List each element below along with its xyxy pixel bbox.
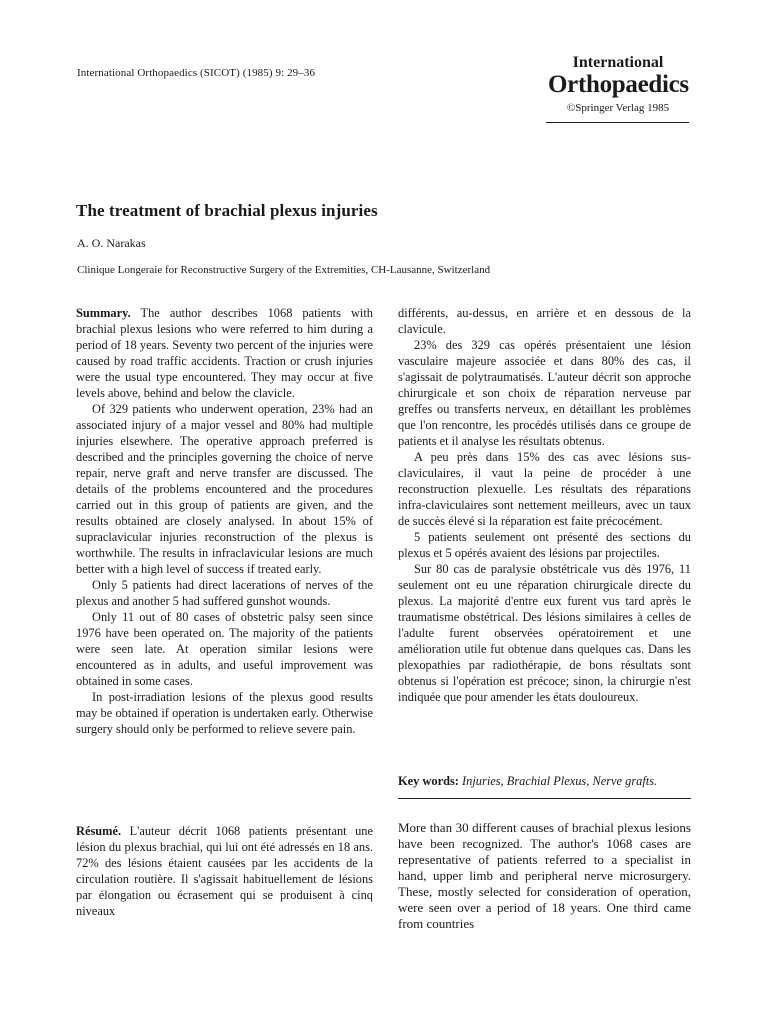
resume-section (76, 823, 373, 919)
keywords (398, 773, 691, 789)
summary-paragraph (76, 305, 373, 401)
french-paragraph: 5 patients seulement ont présenté des sections du plexus et 5 opérés avaient des lésions par projectiles. (398, 530, 691, 560)
summary-lead: Summary. (76, 306, 131, 320)
brand-divider (546, 122, 689, 123)
summary-paragraph: In post-irradiation lesions of the plexus good results may be obtained if operation is undertaken early. Otherwise surgery should only be performed to relieve severe pain. (76, 690, 373, 736)
keywords-text: Injuries, Brachial Plexus, Nerve grafts. (462, 774, 658, 788)
brand-line-international: International (572, 54, 664, 71)
summary-section (76, 305, 373, 737)
summary-text-1: The author describes 1068 patients with brachial plexus lesions who were referred to him during a period of 18 years. Seventy two percent of the injuries were caused by road traffic accidents. Traction or crush injuries were the usual type encountered. They may occur at five levels above, behind and below the clavicle. (76, 306, 373, 400)
resume-paragraph (76, 823, 373, 919)
keywords-label: Key words: (398, 774, 459, 788)
french-paragraph: différents, au-dessus, en arrière et en dessous de la clavicule. (398, 306, 691, 336)
article-author: A. O. Narakas (77, 236, 146, 250)
resume-lead: Résumé. (76, 824, 122, 838)
keywords-divider (398, 798, 691, 799)
journal-brand (548, 54, 688, 114)
french-paragraph: A peu près dans 15% des cas avec lésions sus-claviculaires, il vaut la peine de procéder à une reconstruction plexuelle. Les résultats des réparations infra-claviculaires sont nettement meilleurs, avec un taux de succès élevé si la réparation est faite précocément. (398, 450, 691, 528)
resume-text-1: L'auteur décrit 1068 patients présentant une lésion du plexus brachial, qui lui ont été adressés en 18 ans. 72% des lésions étaient causées par les accidents de la circulation routière. Il s'agissait habituellement de lésions par élongation ou écrasement qui se produisent à cinq niveaux (76, 824, 373, 918)
french-paragraph: Sur 80 cas de paralysie obstétricale vus dès 1976, 11 seulement ont eu une réparation chirurgicale directe du plexus. La majorité d'entre eux furent vus tard après le traumatisme obstétrical. Des lésions similaires à celles de l'adulte furent observées opératoirement et une amélioration utile fut obtenue dans quelques cas. Dans les plexopathies par radiothérapie, de bons résultats sont obtenus si l'opération est précoce; sinon, la chirurgie n'est indiquée que pour amender les états douloureux. (398, 562, 691, 704)
french-paragraph: 23% des 329 cas opérés présentaient une lésion vasculaire majeure associée et dans 80% des cas, il s'agissait de polytraumatisés. L'auteur décrit son approche chirurgicale et son choix de réparation nerveuse par greffes ou transferts nerveux, en détaillant les problèmes que l'on rencontre, les procédés utilisés dans ce groupe de patients et il analyse les résultats obtenus. (398, 338, 691, 448)
article-title: The treatment of brachial plexus injuries (76, 201, 378, 220)
journal-citation: International Orthopaedics (SICOT) (1985) 9: 29–36 (77, 67, 316, 79)
summary-paragraph: Of 329 patients who underwent operation, 23% had an associated injury of a major vessel and 80% had multiple injuries elsewhere. The operative approach preferred is described and the principles governing the choice of nerve repair, nerve graft and nerve transfer are discussed. The details of the problems encountered and the procedures carried out in this group of patients are given, and the results obtained are closely analysed. In about 15% of supraclavicular injuries reconstruction of the plexus is worthwhile. The results in infraclavicular lesions are much better with a high level of success if treated early. (76, 402, 373, 576)
publisher-copyright: ©Springer Verlag 1985 (566, 102, 670, 114)
summary-paragraph: Only 5 patients had direct lacerations of nerves of the plexus and another 5 had suffered gunshot wounds. (76, 578, 373, 608)
french-summary-continued (398, 305, 691, 705)
author-affiliation: Clinique Longeraie for Reconstructive Surgery of the Extremities, CH-Lausanne, Switzerland (77, 264, 491, 276)
summary-paragraph: Only 11 out of 80 cases of obstetric palsy seen since 1976 have been operated on. The majority of the patients were seen late. At operation similar lesions were encountered as in adults, and useful improvement was obtained in some cases. (76, 610, 373, 688)
body-paragraph: More than 30 different causes of brachial plexus lesions have been recognized. The author's 1068 cases are representative of patients referred to a specialist in hand, upper limb and peripheral nerve microsurgery. These, mostly selected for consideration of operation, were seen over a period of 18 years. One third came from countries (398, 820, 691, 931)
article-body (398, 820, 691, 932)
brand-line-orthopaedics: Orthopaedics (548, 71, 689, 98)
